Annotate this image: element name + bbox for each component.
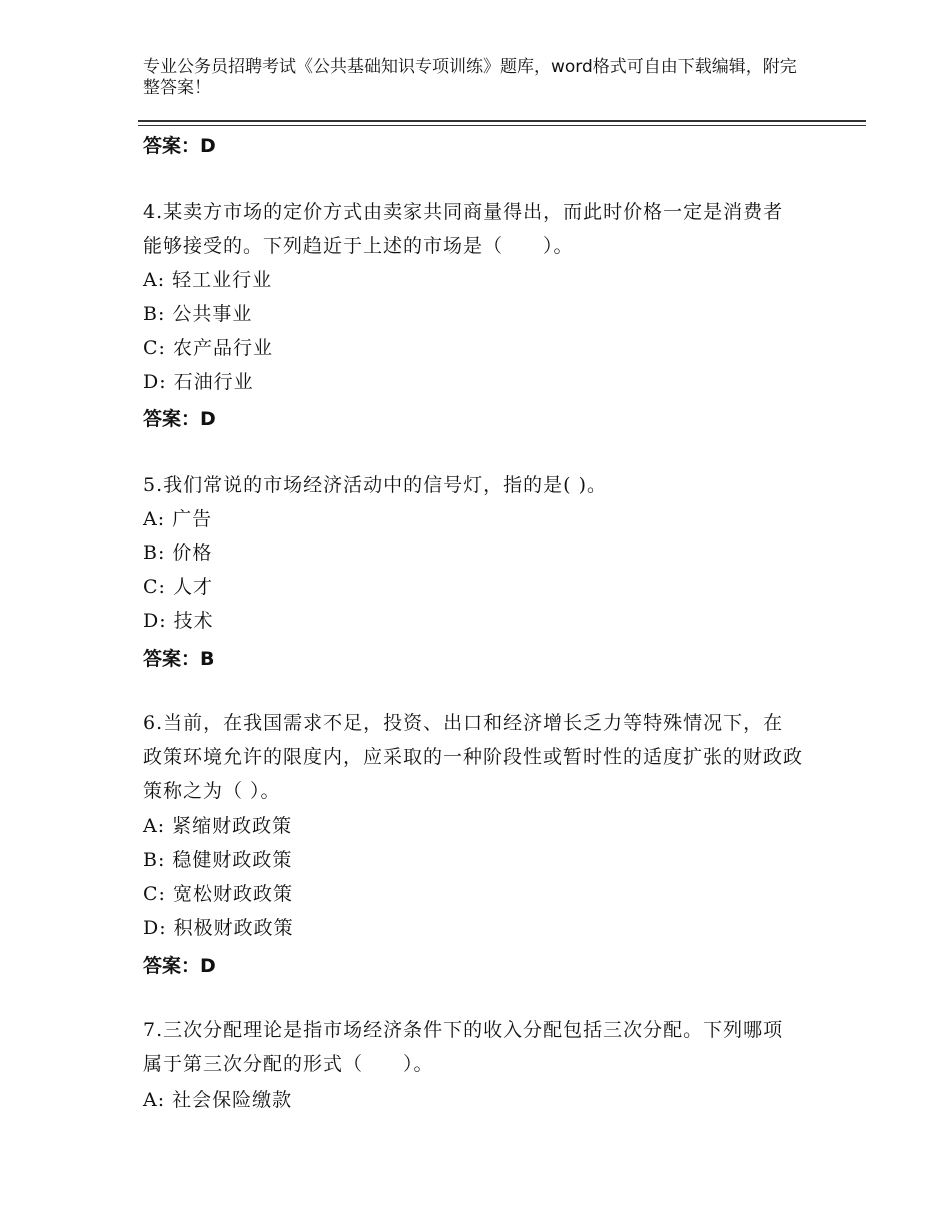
question-5-option-c: C: 人才 (143, 576, 213, 598)
question-4-option-d: D: 石油行业 (143, 371, 254, 393)
question-5-option-b: B: 价格 (143, 542, 213, 564)
question-4-option-c: C: 农产品行业 (143, 337, 273, 359)
page-header: 专业公务员招聘考试《公共基础知识专项训练》题库，word格式可自由下载编辑，附完整答案！ (143, 57, 797, 98)
question-6-option-d: D: 积极财政政策 (143, 917, 294, 939)
question-7-option-a: A: 社会保险缴款 (143, 1089, 293, 1111)
question-6-option-c: C: 宽松财政政策 (143, 883, 293, 905)
answer-previous-question: 答案：D (143, 135, 216, 157)
question-5-stem: 5.我们常说的市场经济活动中的信号灯，指的是( )。 (143, 474, 607, 496)
question-6-option-a: A: 紧缩财政政策 (143, 815, 293, 837)
question-4-stem: 4.某卖方市场的定价方式由卖家共同商量得出，而此时价格一定是消费者能够接受的。下列趋近于上述的市场是（ ）。 (143, 201, 784, 257)
header-divider (138, 120, 866, 126)
question-4-answer: 答案：D (143, 408, 216, 430)
question-5-option-d: D: 技术 (143, 610, 214, 632)
question-5-answer: 答案：B (143, 648, 215, 670)
question-4-option-a: A: 轻工业行业 (143, 269, 273, 291)
question-5-option-a: A: 广告 (143, 508, 213, 530)
question-4-option-b: B: 公共事业 (143, 303, 253, 325)
question-6-option-b: B: 稳健财政政策 (143, 849, 293, 871)
question-6-answer: 答案：D (143, 955, 216, 977)
question-6-stem: 6.当前，在我国需求不足，投资、出口和经济增长乏力等特殊情况下，在政策环境允许的限度内，应采取的一种阶段性或暂时性的适度扩张的财政政策称之为（ ）。 (143, 712, 804, 802)
question-7-stem: 7.三次分配理论是指市场经济条件下的收入分配包括三次分配。下列哪项属于第三次分配的形式（ ）。 (143, 1019, 784, 1075)
